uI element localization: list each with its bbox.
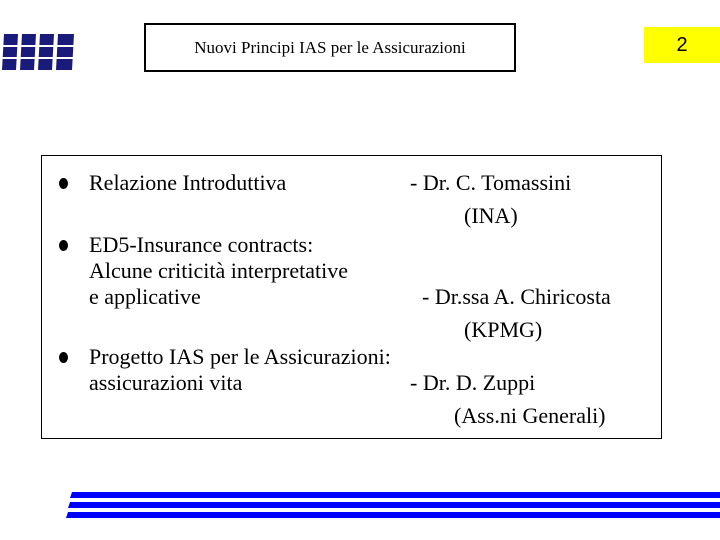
agenda-item-topic-line: assicurazioni vita [89, 370, 243, 395]
agenda-item-speaker: - Dr. C. Tomassini [410, 170, 572, 195]
bullet-icon [59, 352, 68, 363]
agenda-item-topic: Relazione Introduttiva [89, 170, 287, 195]
bullet-icon [59, 240, 68, 251]
agenda-item-affiliation: (Ass.ni Generali) [454, 403, 606, 428]
agenda-item-topic: Progetto IAS per le Assicurazioni: [89, 344, 391, 369]
agenda-item-topic-line: Alcune criticità interpretative [89, 258, 348, 283]
agenda-item-speaker: - Dr. D. Zuppi [410, 370, 536, 395]
slide-title: Nuovi Principi IAS per le Assicurazioni [144, 23, 516, 72]
agenda-item-speaker: - Dr.ssa A. Chiricosta [422, 284, 611, 309]
agenda-item-topic: ED5-Insurance contracts: [89, 232, 314, 257]
agenda-box [41, 155, 662, 439]
page-number: 2 [644, 27, 720, 63]
agenda-item-affiliation: (KPMG) [464, 317, 543, 342]
decorative-stripes [0, 486, 720, 540]
bullet-icon [59, 178, 68, 189]
agenda-item-affiliation: (INA) [464, 203, 518, 228]
company-logo [0, 30, 78, 74]
agenda-item-topic-line: e applicative [89, 284, 201, 309]
